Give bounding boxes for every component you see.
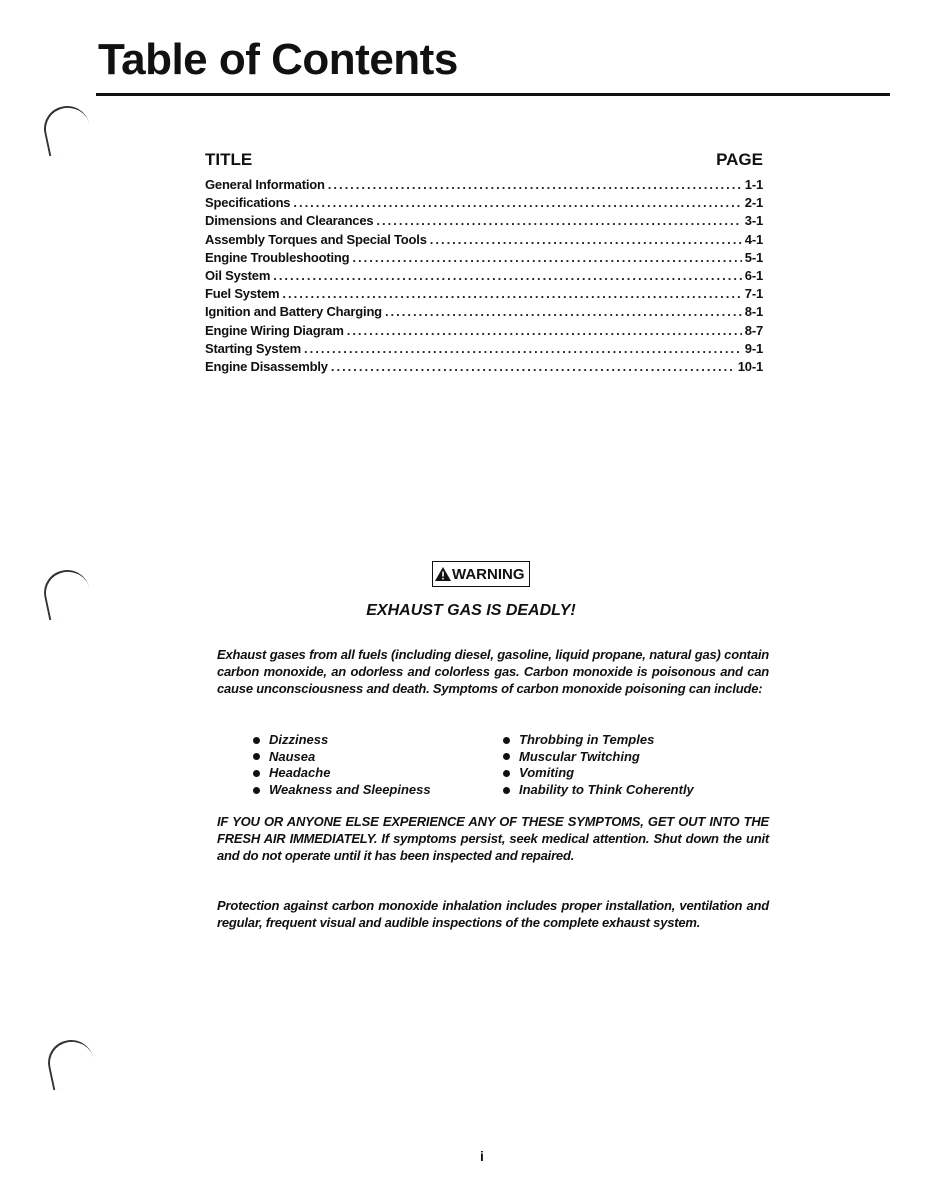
toc-header-row <box>205 150 763 170</box>
toc-entry-label: Engine Wiring Diagram <box>205 322 344 338</box>
toc-entry-page: 3-1 <box>744 213 763 229</box>
warning-badge-label: WARNING <box>452 565 525 583</box>
toc-entry-page: 7-1 <box>744 286 763 302</box>
toc-entry[interactable] <box>205 267 763 285</box>
toc-dot-leader <box>293 194 741 212</box>
toc-dot-leader <box>385 303 742 321</box>
toc-dot-leader <box>282 285 741 303</box>
toc-entry[interactable] <box>205 285 763 303</box>
toc-entry-label: Fuel System <box>205 286 280 302</box>
toc-entry[interactable] <box>205 249 763 267</box>
bullet-icon <box>503 770 510 777</box>
toc-entry-page: 6-1 <box>744 267 763 283</box>
warning-protection-paragraph: Protection against carbon monoxide inhalation includes proper installation, ventilation and regular, frequent visual and audible inspections of the complete exhaust system. <box>217 898 769 930</box>
symptom-list <box>253 732 763 798</box>
page-number: i <box>480 1148 484 1164</box>
toc-entry[interactable] <box>205 322 763 340</box>
list-item <box>253 749 503 766</box>
bullet-icon <box>253 770 260 777</box>
bullet-icon <box>503 737 510 744</box>
list-item <box>253 782 503 799</box>
toc-entry[interactable] <box>205 358 763 376</box>
toc-entry[interactable] <box>205 212 763 230</box>
toc-entry-page: 10-1 <box>737 358 763 374</box>
toc-entry[interactable] <box>205 340 763 358</box>
toc-page-header: PAGE <box>716 150 763 169</box>
toc-entry-label: General Information <box>205 177 325 192</box>
symptom-text: Nausea <box>269 748 316 764</box>
warning-triangle-icon <box>435 567 451 581</box>
list-item <box>503 749 763 766</box>
toc-dot-leader <box>273 267 742 285</box>
bullet-icon <box>253 737 260 744</box>
symptom-text: Headache <box>269 765 331 781</box>
toc-entry-page: 1-1 <box>744 177 763 192</box>
toc-entry-label: Starting System <box>205 340 301 356</box>
warning-badge <box>432 561 530 587</box>
hole-punch-mark <box>44 1036 99 1091</box>
toc-entry-label: Ignition and Battery Charging <box>205 304 382 320</box>
bullet-icon <box>503 753 510 760</box>
toc-entry-page: 8-1 <box>744 304 763 320</box>
toc-entry-page: 2-1 <box>744 195 763 211</box>
symptom-text: Dizziness <box>269 732 329 747</box>
toc-dot-leader <box>430 231 742 249</box>
toc-entry-page: 8-7 <box>744 322 763 338</box>
warning-action-paragraph: IF YOU OR ANYONE ELSE EXPERIENCE ANY OF THESE SYMPTOMS, GET OUT INTO THE FRESH AIR IMMEDIATELY. If symptoms persist, seek medical attention. Shut down the unit and do not operate until it has been inspected and repaired. <box>217 814 769 863</box>
symptom-text: Throbbing in Temples <box>519 732 655 747</box>
toc-entry-label: Oil System <box>205 267 271 283</box>
toc-entry-label: Specifications <box>205 195 291 211</box>
toc-entry-label: Engine Troubleshooting <box>205 249 350 265</box>
toc-dot-leader <box>352 249 741 267</box>
toc-entry[interactable] <box>205 231 763 249</box>
toc-entry-label: Engine Disassembly <box>205 358 328 374</box>
toc-entry[interactable] <box>205 194 763 212</box>
toc-dot-leader <box>347 322 742 340</box>
toc-entry-label: Dimensions and Clearances <box>205 213 374 229</box>
toc-entry-page: 9-1 <box>744 340 763 356</box>
symptom-text: Inability to Think Coherently <box>519 781 694 797</box>
hole-punch-mark <box>40 102 95 157</box>
toc-dot-leader <box>328 176 742 194</box>
toc-entry[interactable] <box>205 303 763 321</box>
list-item <box>253 732 503 749</box>
warning-intro-paragraph: Exhaust gases from all fuels (including diesel, gasoline, liquid propane, natural gas) contain carbon monoxide, an odorless and colorless gas. Carbon monoxide is poisonous and can cause unconsciousness and death. Symptoms of carbon monoxide poisoning can include: <box>217 647 769 696</box>
toc-entry[interactable] <box>205 176 763 194</box>
list-item <box>503 765 763 782</box>
list-item <box>503 732 763 749</box>
list-item <box>253 765 503 782</box>
title-rule <box>96 93 890 96</box>
symptom-text: Muscular Twitching <box>519 748 640 764</box>
bullet-icon <box>503 787 510 794</box>
table-of-contents <box>205 150 763 376</box>
bullet-icon <box>253 787 260 794</box>
page-title: Table of Contents <box>98 35 458 84</box>
toc-entry-page: 5-1 <box>744 249 763 265</box>
toc-dot-leader <box>376 212 741 230</box>
list-item <box>503 782 763 799</box>
toc-entry-page: 4-1 <box>744 231 763 247</box>
toc-title-header: TITLE <box>205 150 253 169</box>
symptom-text: Weakness and Sleepiness <box>269 781 431 797</box>
bullet-icon <box>253 753 260 760</box>
toc-entry-label: Assembly Torques and Special Tools <box>205 231 427 247</box>
toc-dot-leader <box>331 358 735 376</box>
toc-dot-leader <box>304 340 742 358</box>
warning-heading: EXHAUST GAS IS DEADLY! <box>366 602 576 619</box>
symptom-text: Vomiting <box>519 765 575 781</box>
